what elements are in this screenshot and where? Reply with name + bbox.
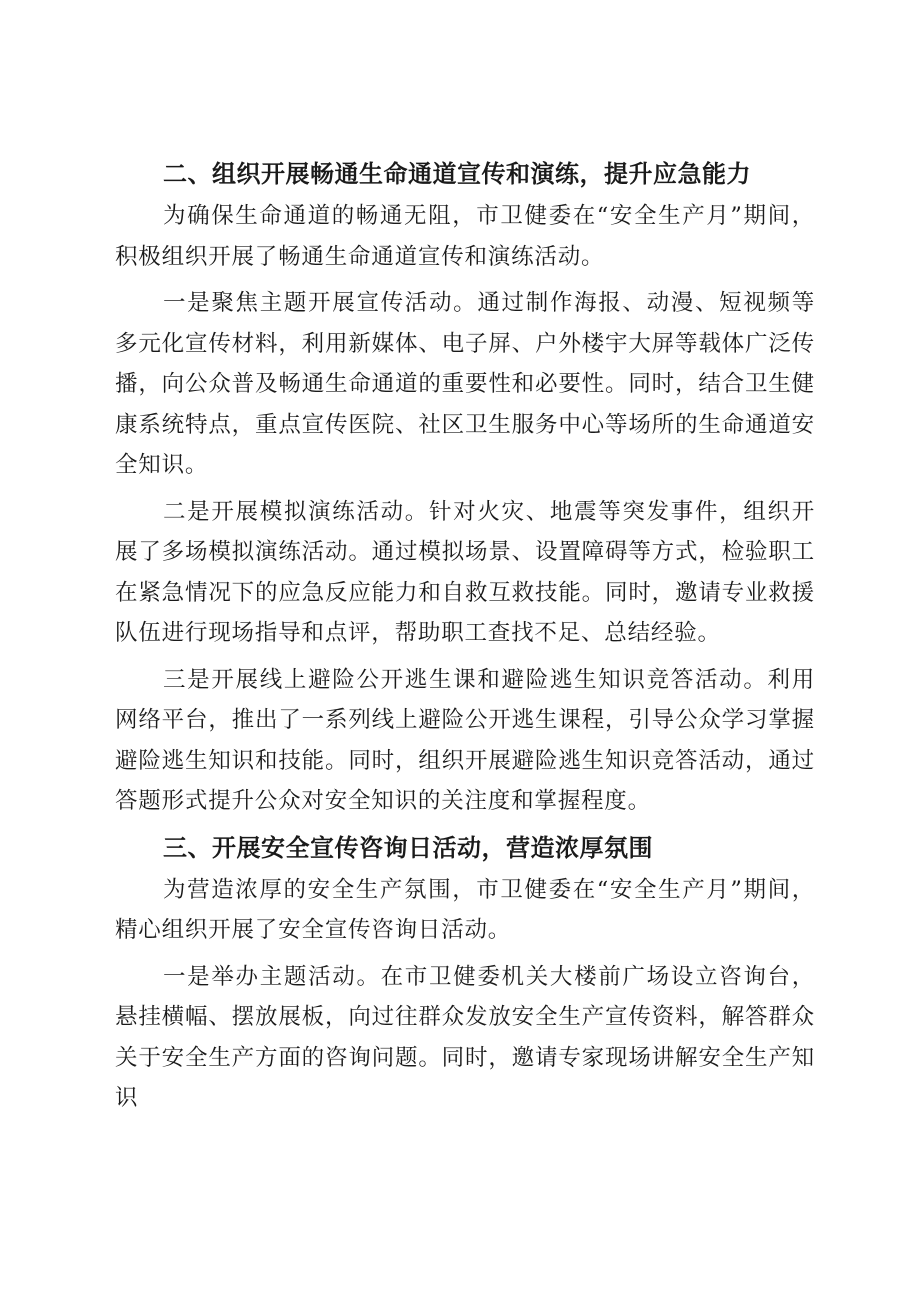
paragraph-theme-event: 一是举办主题活动。在市卫健委机关大楼前广场设立咨询台，悬挂横幅、摆放展板，向过往群众发放安全生产宣传资料，解答群众关于安全生产方面的咨询问题。同时，邀请专家现场讲解安全生产知识: [115, 963, 815, 1111]
paragraph-online-course: 三是开展线上避险公开逃生课和避险逃生知识竞答活动。利用网络平台，推出了一系列线上避险公开逃生课程，引导公众学习掌握避险逃生知识和技能。同时，组织开展避险逃生知识竞答活动，通过答题形式提升公众对安全知识的关注度和掌握程度。: [115, 666, 815, 814]
paragraph-intro-2: 为确保生命通道的畅通无阻，市卫健委在“安全生产月”期间，积极组织开展了畅通生命通道宣传和演练活动。: [115, 203, 815, 270]
paragraph-intro-3: 为营造浓厚的安全生产氛围，市卫健委在“安全生产月”期间，精心组织开展了安全宣传咨询日活动。: [115, 876, 815, 943]
paragraph-drill: 二是开展模拟演练活动。针对火灾、地震等突发事件，组织开展了多场模拟演练活动。通过模拟场景、设置障碍等方式，检验职工在紧急情况下的应急反应能力和自救互救技能。同时，邀请专业救援队伍进行现场指导和点评，帮助职工查找不足、总结经验。: [115, 498, 815, 646]
section-heading-3: 三、开展安全宣传咨询日活动，营造浓厚氛围: [163, 833, 653, 862]
document-body: [115, 152, 815, 1125]
section-heading-2: 二、组织开展畅通生命通道宣传和演练，提升应急能力: [163, 160, 751, 188]
paragraph-publicity: 一是聚焦主题开展宣传活动。通过制作海报、动漫、短视频等多元化宣传材料，利用新媒体、电子屏、户外楼宇大屏等载体广泛传播，向公众普及畅通生命通道的重要性和必要性。同时，结合卫生健康系统特点，重点宣传医院、社区卫生服务中心等场所的生命通道安全知识。: [115, 290, 815, 478]
